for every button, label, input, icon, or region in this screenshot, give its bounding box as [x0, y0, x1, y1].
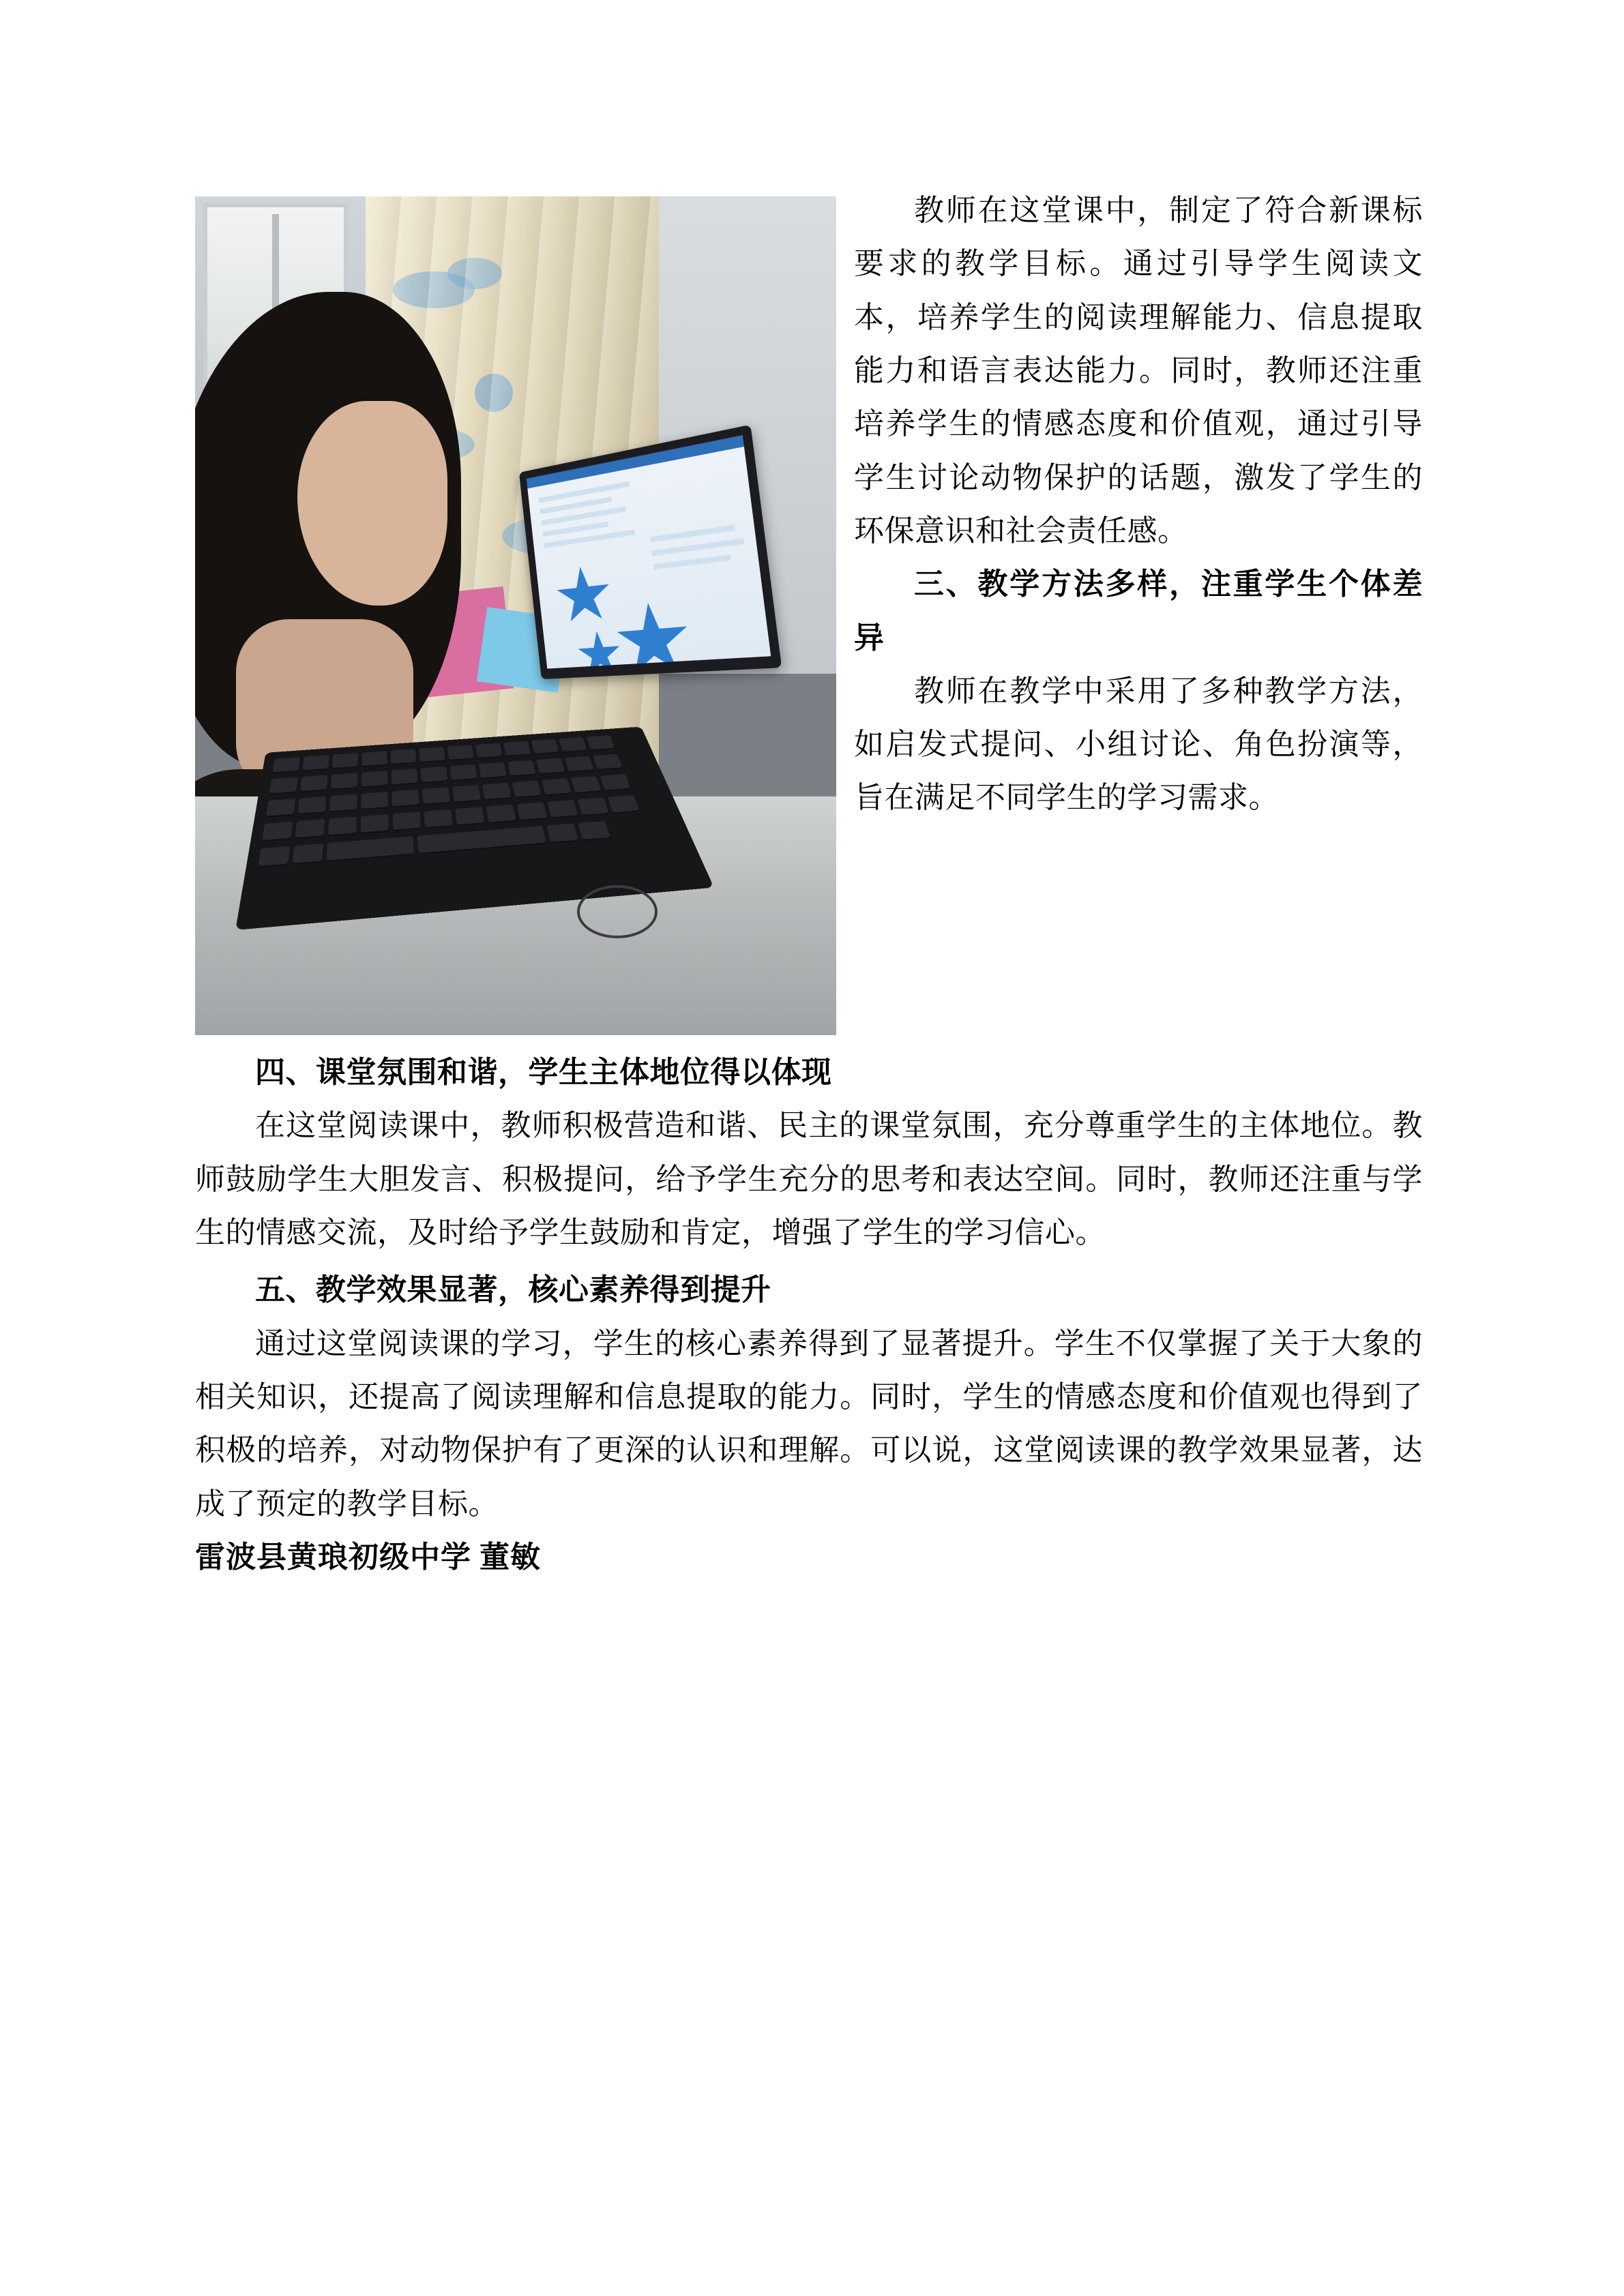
document-body [195, 184, 1423, 1584]
paragraph-section-3: 教师在教学中采用了多种教学方法，如启发式提问、小组讨论、角色扮演等，旨在满足不同学生的学习需求。 [854, 674, 1423, 815]
photo-star-icon [576, 629, 624, 669]
intro-block [195, 184, 1423, 1042]
heading-section-5: 五、教学效果显著，核心素养得到提升 [255, 1273, 771, 1307]
photo-screen-line [652, 538, 744, 556]
photo-screen-content [527, 435, 771, 669]
paragraph-intro: 教师在这堂课中，制定了符合新课标要求的教学目标。通过引导学生阅读文本，培养学生的阅读理解能力、信息提取能力和语言表达能力。同时，教师还注重培养学生的情感态度和价值观，通过引导学生讨论动物保护的话题，激发了学生的环保意识和社会责任感。 [854, 194, 1423, 548]
photo-star-icon [612, 599, 694, 669]
heading-section-3: 三、教学方法多样，注重学生个体差异 [854, 567, 1423, 655]
photo-trackpad [577, 885, 658, 938]
classroom-photo [195, 196, 836, 1035]
photo-screen-line [539, 481, 630, 503]
photo-screen-line [650, 525, 735, 543]
photo-sun-icon [475, 374, 513, 412]
document-signature: 雷波县黄琅初级中学 董敏 [195, 1540, 541, 1574]
photo-screen-line [653, 554, 731, 569]
photo-cloud-icon [393, 271, 475, 308]
paragraph-section-4: 在这堂阅读课中，教师积极营造和谐、民主的课堂氛围，充分尊重学生的主体地位。教师鼓励学生大胆发言、积极提问，给予学生充分的思考和表达空间。同时，教师还注重与学生的情感交流，及时给予学生鼓励和肯定，增强了学生的学习信心。 [195, 1109, 1423, 1249]
photo-cloud-icon [447, 258, 502, 289]
paragraph-section-5: 通过这堂阅读课的学习，学生的核心素养得到了显著提升。学生不仅掌握了关于大象的相关知识，还提高了阅读理解和信息提取的能力。同时，学生的情感态度和价值观也得到了积极的培养，对动物保护有了更深的认识和理解。可以说，这堂阅读课的教学效果显著，达成了预定的教学目标。 [195, 1326, 1423, 1521]
photo-star-icon [554, 563, 615, 628]
heading-section-4: 四、课堂氛围和谐，学生主体地位得以体现 [255, 1056, 832, 1089]
